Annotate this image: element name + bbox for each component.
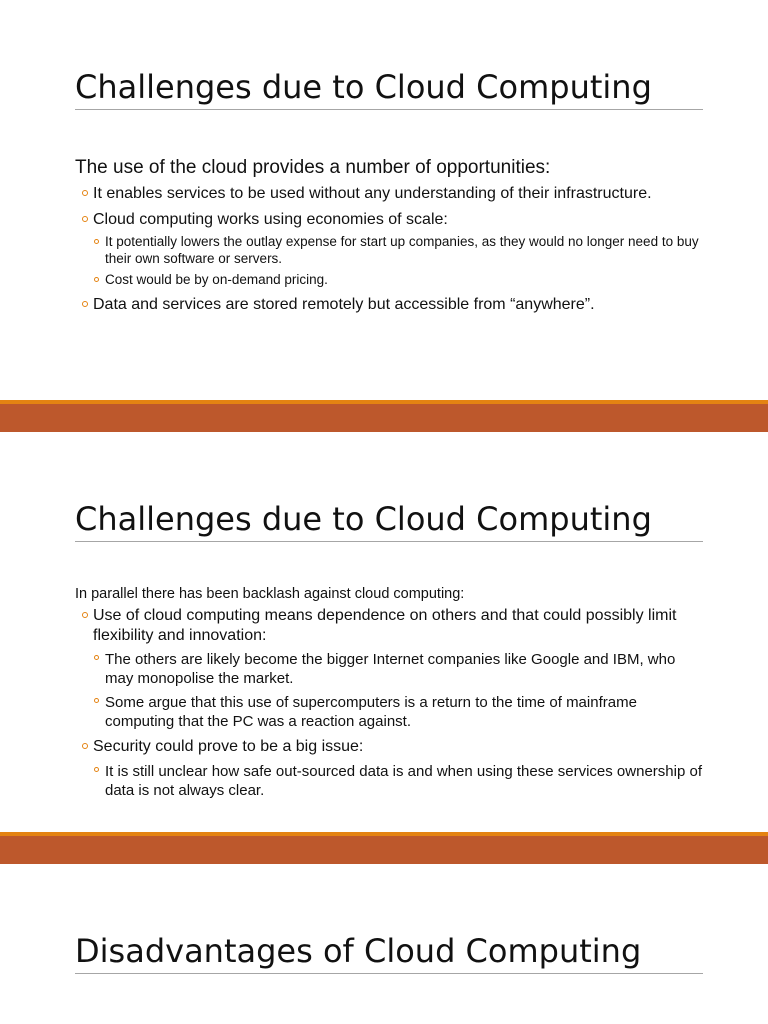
sub-bullet-item <box>93 693 705 731</box>
title-divider-line <box>75 541 703 542</box>
circle-bullet-icon <box>82 190 88 196</box>
slide-title: Challenges due to Cloud Computing <box>75 68 652 106</box>
circle-bullet-icon <box>94 698 99 703</box>
bullet-text: Cloud computing works using economies of scale: <box>93 210 448 228</box>
circle-bullet-icon <box>94 239 99 244</box>
slide-content <box>75 585 705 806</box>
slide-separator-band <box>0 832 768 864</box>
bullet-text: Security could prove to be a big issue: <box>93 738 364 755</box>
slide-title: Disadvantages of Cloud Computing <box>75 932 642 970</box>
bullet-item <box>75 295 705 315</box>
bullet-text: It enables services to be used without any understanding of their infrastructure. <box>93 185 652 202</box>
slide-1 <box>0 0 768 400</box>
sub-bullet-text: It is still unclear how safe out-sourced data is and when using these services ownership of data is not always clear. <box>105 762 702 799</box>
lead-text: The use of the cloud provides a number of opportunities: <box>75 157 551 178</box>
slide-content <box>75 155 705 320</box>
slide-3 <box>0 864 768 1024</box>
sub-bullet-list <box>93 762 705 800</box>
circle-bullet-icon <box>82 743 88 749</box>
title-divider-line <box>75 109 703 110</box>
circle-bullet-icon <box>94 767 99 772</box>
sub-bullet-item <box>93 762 705 800</box>
bullet-item <box>75 210 705 289</box>
slide-2 <box>0 432 768 832</box>
slide-title: Challenges due to Cloud Computing <box>75 500 652 538</box>
sub-bullet-item <box>93 650 705 688</box>
sub-bullet-item <box>93 272 705 289</box>
bullet-item <box>75 606 705 731</box>
bullet-list <box>75 606 705 800</box>
sub-bullet-list <box>93 650 705 731</box>
bullet-list <box>75 184 705 314</box>
bullet-item <box>75 184 705 204</box>
sub-bullet-list <box>93 234 705 289</box>
sub-bullet-text: It potentially lowers the outlay expense for start up companies, as they would no longer need to buy their own software or servers. <box>105 234 699 266</box>
sub-bullet-text: Cost would be by on-demand pricing. <box>105 272 328 287</box>
separator-main-stripe <box>0 836 768 864</box>
lead-text: In parallel there has been backlash against cloud computing: <box>75 586 465 602</box>
separator-main-stripe <box>0 404 768 432</box>
slide-separator-band <box>0 400 768 432</box>
circle-bullet-icon <box>82 301 88 307</box>
sub-bullet-text: The others are likely become the bigger Internet companies like Google and IBM, who may monopolise the market. <box>105 651 676 687</box>
bullet-text: Data and services are stored remotely but accessible from “anywhere”. <box>93 295 595 313</box>
circle-bullet-icon <box>94 277 99 282</box>
bullet-text: Use of cloud computing means dependence on others and that could possibly limit flexibility and innovation: <box>93 607 677 644</box>
sub-bullet-text: Some argue that this use of supercomputers is a return to the time of mainframe computing that the PC was a reaction against. <box>105 694 637 730</box>
circle-bullet-icon <box>94 655 99 660</box>
circle-bullet-icon <box>82 216 88 222</box>
circle-bullet-icon <box>82 612 88 618</box>
title-divider-line <box>75 973 703 974</box>
sub-bullet-item <box>93 234 705 267</box>
bullet-item <box>75 737 705 800</box>
